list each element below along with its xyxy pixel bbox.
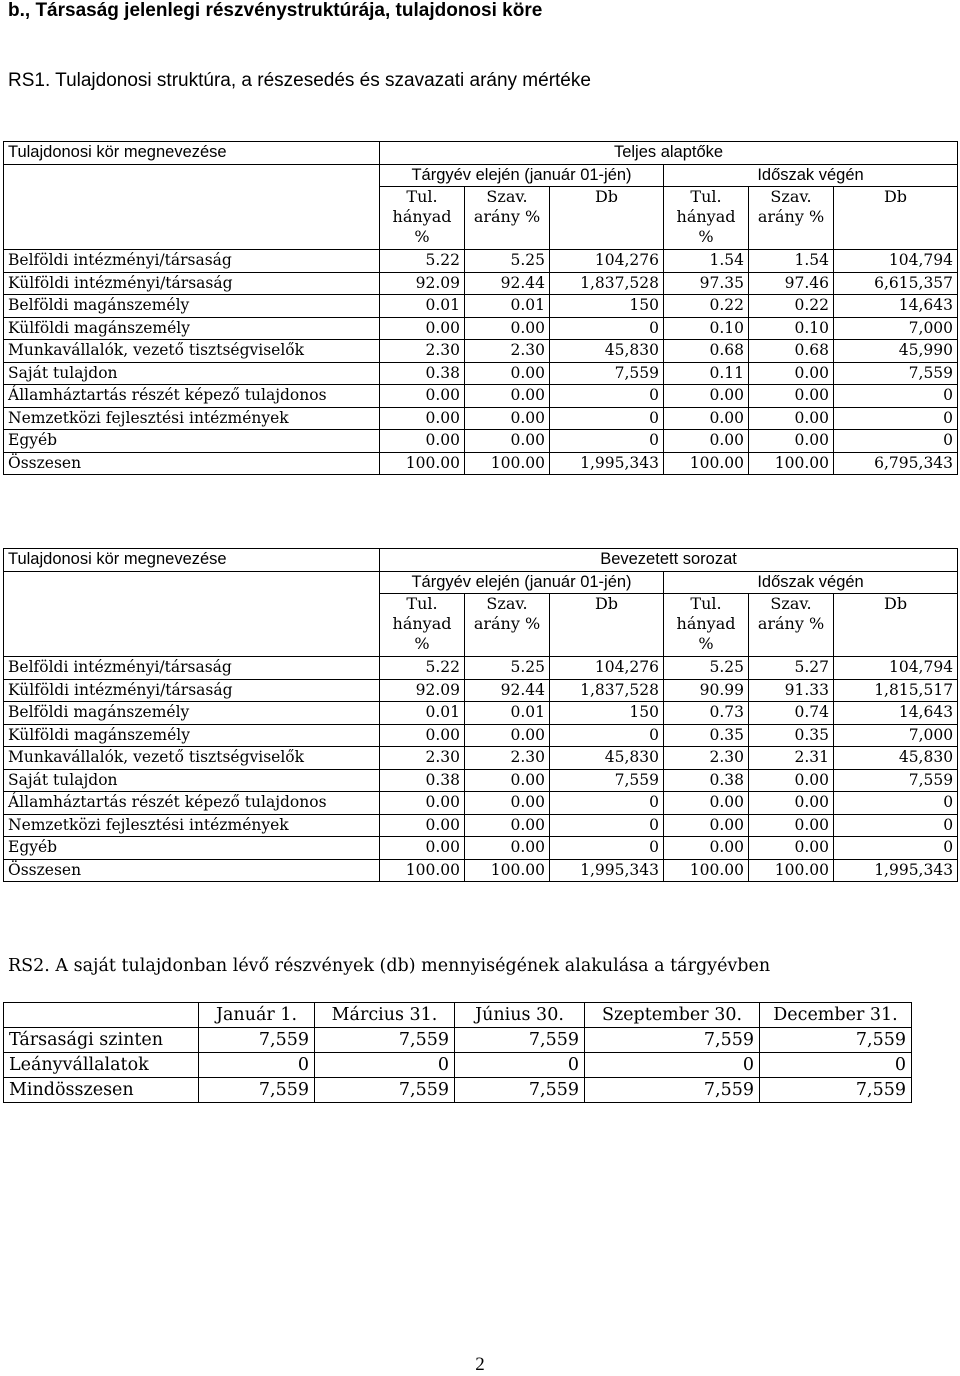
- cell-value: 1.54: [749, 250, 834, 273]
- cell-value: 5.25: [465, 657, 550, 680]
- cell-value: 1,837,528: [550, 679, 664, 702]
- row-label: Államháztartás részét képező tulajdonos: [4, 792, 380, 815]
- cell-value: 90.99: [664, 679, 749, 702]
- cell-value: 1,995,343: [834, 859, 958, 882]
- table-row: [4, 679, 958, 702]
- cell-value: 7,559: [834, 769, 958, 792]
- cell-value: 0.00: [749, 814, 834, 837]
- tul-header: Tul. hányad %: [664, 594, 749, 657]
- cell-value: 0.00: [749, 407, 834, 430]
- rs2-row: [4, 1078, 912, 1103]
- row-label: Belföldi magánszemély: [4, 295, 380, 318]
- group-header: Teljes alaptőke: [380, 142, 958, 165]
- owner-col-header: Tulajdonosi kör megnevezése: [4, 549, 380, 572]
- rs2-col-header: December 31.: [760, 1003, 912, 1028]
- row-label: Munkavállalók, vezető tisztségviselők: [4, 340, 380, 363]
- row-label: Összesen: [4, 452, 380, 475]
- cell-value: 0.00: [380, 385, 465, 408]
- cell-value: 0.00: [465, 814, 550, 837]
- cell-value: 100.00: [749, 452, 834, 475]
- cell-value: 2.30: [465, 340, 550, 363]
- cell-value: 0.00: [380, 317, 465, 340]
- cell-value: 0.00: [749, 362, 834, 385]
- szav-header: Szav. arány %: [465, 187, 550, 250]
- row-label: Belföldi intézményi/társaság: [4, 250, 380, 273]
- rs2-col-header: Január 1.: [199, 1003, 315, 1028]
- cell-value: 100.00: [380, 452, 465, 475]
- row-label: Nemzetközi fejlesztési intézmények: [4, 814, 380, 837]
- table-row: [4, 272, 958, 295]
- cell-value: 0: [550, 317, 664, 340]
- cell-value: 100.00: [380, 859, 465, 882]
- cell-value: 92.44: [465, 679, 550, 702]
- cell-value: 97.46: [749, 272, 834, 295]
- cell-value: 100.00: [465, 859, 550, 882]
- owner-col-header: Tulajdonosi kör megnevezése: [4, 142, 380, 165]
- cell-value: 97.35: [664, 272, 749, 295]
- cell-value: 0.00: [380, 792, 465, 815]
- cell-value: 0.00: [664, 430, 749, 453]
- treasury-shares-table: [3, 1002, 912, 1103]
- page-number: 2: [475, 1354, 485, 1375]
- cell-value: 45,830: [834, 747, 958, 770]
- cell-value: 92.09: [380, 679, 465, 702]
- cell-value: 0: [834, 792, 958, 815]
- cell-value: 0.00: [749, 769, 834, 792]
- row-label: Külföldi magánszemély: [4, 724, 380, 747]
- row-label: Egyéb: [4, 430, 380, 453]
- cell-value: 0: [760, 1053, 912, 1078]
- start-header: Tárgyév elején (január 01-jén): [380, 571, 664, 594]
- cell-value: 0.00: [749, 792, 834, 815]
- cell-value: 1,837,528: [550, 272, 664, 295]
- cell-value: 45,830: [550, 747, 664, 770]
- db-header: Db: [834, 187, 958, 250]
- table-row: [4, 769, 958, 792]
- table-row: [4, 792, 958, 815]
- cell-value: 14,643: [834, 702, 958, 725]
- cell-value: 0.22: [749, 295, 834, 318]
- cell-value: 7,559: [550, 769, 664, 792]
- cell-value: 7,559: [550, 362, 664, 385]
- group-header: Bevezetett sorozat: [380, 549, 958, 572]
- cell-value: 0.00: [465, 792, 550, 815]
- rs2-col-header: [4, 1003, 199, 1028]
- cell-value: 104,794: [834, 250, 958, 273]
- table-row: [4, 747, 958, 770]
- cell-value: 0.00: [380, 407, 465, 430]
- start-header: Tárgyév elején (január 01-jén): [380, 164, 664, 187]
- cell-value: 2.31: [749, 747, 834, 770]
- cell-value: 7,000: [834, 317, 958, 340]
- cell-value: 0: [455, 1053, 585, 1078]
- cell-value: 0: [834, 407, 958, 430]
- table-row: [4, 385, 958, 408]
- cell-value: 100.00: [749, 859, 834, 882]
- cell-value: 2.30: [380, 340, 465, 363]
- row-label: Külföldi intézményi/társaság: [4, 272, 380, 295]
- cell-value: 100.00: [664, 452, 749, 475]
- rs2-header-row: [4, 1003, 912, 1028]
- cell-value: 14,643: [834, 295, 958, 318]
- cell-value: 0: [550, 724, 664, 747]
- cell-value: 0.00: [380, 724, 465, 747]
- cell-value: 1,995,343: [550, 859, 664, 882]
- row-label: Egyéb: [4, 837, 380, 860]
- db-header: Db: [550, 187, 664, 250]
- cell-value: 150: [550, 295, 664, 318]
- cell-value: 2.30: [380, 747, 465, 770]
- cell-value: 0.68: [749, 340, 834, 363]
- cell-value: 7,559: [585, 1028, 760, 1053]
- cell-value: 0.10: [664, 317, 749, 340]
- cell-value: 7,559: [455, 1078, 585, 1103]
- table-row: [4, 724, 958, 747]
- end-header: Időszak végén: [664, 571, 958, 594]
- cell-value: 1,815,517: [834, 679, 958, 702]
- cell-value: 5.22: [380, 250, 465, 273]
- cell-value: 0.00: [664, 407, 749, 430]
- cell-value: 0.00: [465, 724, 550, 747]
- row-label: Belföldi magánszemély: [4, 702, 380, 725]
- cell-value: 2.30: [664, 747, 749, 770]
- cell-value: 6,795,343: [834, 452, 958, 475]
- row-label: Nemzetközi fejlesztési intézmények: [4, 407, 380, 430]
- cell-value: 0: [550, 837, 664, 860]
- cell-value: 0.01: [465, 702, 550, 725]
- table-row: [4, 317, 958, 340]
- cell-value: 0: [550, 385, 664, 408]
- rs2-row: [4, 1028, 912, 1053]
- cell-value: 5.25: [465, 250, 550, 273]
- end-header: Időszak végén: [664, 164, 958, 187]
- cell-value: 0: [199, 1053, 315, 1078]
- cell-value: 7,559: [315, 1078, 455, 1103]
- cell-value: 0.00: [465, 407, 550, 430]
- cell-value: 0.00: [380, 430, 465, 453]
- db-header: Db: [834, 594, 958, 657]
- cell-value: 0.01: [380, 295, 465, 318]
- cell-value: 0.00: [465, 769, 550, 792]
- section-heading: b., Társaság jelenlegi részvénystruktúrája, tulajdonosi köre: [8, 0, 543, 21]
- db-header: Db: [550, 594, 664, 657]
- cell-value: 0: [834, 430, 958, 453]
- cell-value: 7,559: [315, 1028, 455, 1053]
- cell-value: 0: [585, 1053, 760, 1078]
- row-label: Összesen: [4, 859, 380, 882]
- table-row: [4, 340, 958, 363]
- rs2-title: RS2. A saját tulajdonban lévő részvények (db) mennyiségének alakulása a tárgyévben: [8, 956, 771, 976]
- cell-value: 0.22: [664, 295, 749, 318]
- cell-value: 0: [550, 430, 664, 453]
- cell-value: 0: [834, 837, 958, 860]
- cell-value: 0.00: [749, 837, 834, 860]
- table-row: [4, 859, 958, 882]
- cell-value: 0: [550, 814, 664, 837]
- cell-value: 1,995,343: [550, 452, 664, 475]
- cell-value: 0.10: [749, 317, 834, 340]
- cell-value: 2.30: [465, 747, 550, 770]
- cell-value: 104,276: [550, 250, 664, 273]
- rs2-col-header: Március 31.: [315, 1003, 455, 1028]
- szav-header: Szav. arány %: [749, 187, 834, 250]
- rs2-col-header: Június 30.: [455, 1003, 585, 1028]
- tul-header: Tul. hányad %: [380, 594, 465, 657]
- cell-value: 91.33: [749, 679, 834, 702]
- cell-value: 7,559: [760, 1028, 912, 1053]
- table-row: [4, 250, 958, 273]
- cell-value: 0.00: [380, 814, 465, 837]
- cell-value: 5.22: [380, 657, 465, 680]
- cell-value: 92.09: [380, 272, 465, 295]
- row-label: Külföldi intézményi/társaság: [4, 679, 380, 702]
- cell-value: 0.00: [465, 385, 550, 408]
- cell-value: 6,615,357: [834, 272, 958, 295]
- cell-value: 0.00: [749, 430, 834, 453]
- cell-value: 0.00: [465, 430, 550, 453]
- cell-value: 0: [550, 407, 664, 430]
- cell-value: 45,990: [834, 340, 958, 363]
- row-label: Külföldi magánszemély: [4, 317, 380, 340]
- cell-value: 0.38: [664, 769, 749, 792]
- rs2-row: [4, 1053, 912, 1078]
- cell-value: 0.00: [465, 317, 550, 340]
- table-row: [4, 430, 958, 453]
- table-row: [4, 407, 958, 430]
- cell-value: 0.38: [380, 362, 465, 385]
- cell-value: 7,559: [199, 1078, 315, 1103]
- cell-value: 0.73: [664, 702, 749, 725]
- cell-value: 0: [315, 1053, 455, 1078]
- cell-value: 5.25: [664, 657, 749, 680]
- ownership-table-listed-series: [3, 548, 958, 882]
- row-label: Munkavállalók, vezető tisztségviselők: [4, 747, 380, 770]
- row-label: Saját tulajdon: [4, 769, 380, 792]
- row-label: Belföldi intézményi/társaság: [4, 657, 380, 680]
- cell-value: 0.00: [664, 837, 749, 860]
- row-label: Mindösszesen: [4, 1078, 199, 1103]
- cell-value: 0.00: [465, 837, 550, 860]
- cell-value: 0.38: [380, 769, 465, 792]
- szav-header: Szav. arány %: [465, 594, 550, 657]
- cell-value: 104,794: [834, 657, 958, 680]
- cell-value: 7,559: [834, 362, 958, 385]
- cell-value: 7,559: [455, 1028, 585, 1053]
- table-row: [4, 452, 958, 475]
- row-label: Társasági szinten: [4, 1028, 199, 1053]
- cell-value: 0.01: [380, 702, 465, 725]
- table-row: [4, 295, 958, 318]
- cell-value: 45,830: [550, 340, 664, 363]
- cell-value: 1.54: [664, 250, 749, 273]
- cell-value: 5.27: [749, 657, 834, 680]
- cell-value: 0.01: [465, 295, 550, 318]
- cell-value: 0.35: [664, 724, 749, 747]
- cell-value: 0.00: [749, 385, 834, 408]
- cell-value: 0.11: [664, 362, 749, 385]
- cell-value: 0.00: [664, 792, 749, 815]
- table-row: [4, 657, 958, 680]
- cell-value: 0.35: [749, 724, 834, 747]
- table-row: [4, 837, 958, 860]
- table-row: [4, 814, 958, 837]
- tul-header: Tul. hányad %: [664, 187, 749, 250]
- cell-value: 92.44: [465, 272, 550, 295]
- row-label: Államháztartás részét képező tulajdonos: [4, 385, 380, 408]
- cell-value: 0.00: [465, 362, 550, 385]
- table-row: [4, 362, 958, 385]
- rs2-col-header: Szeptember 30.: [585, 1003, 760, 1028]
- cell-value: 100.00: [664, 859, 749, 882]
- szav-header: Szav. arány %: [749, 594, 834, 657]
- row-label: Saját tulajdon: [4, 362, 380, 385]
- cell-value: 104,276: [550, 657, 664, 680]
- cell-value: 0.00: [380, 837, 465, 860]
- cell-value: 0: [834, 385, 958, 408]
- cell-value: 7,000: [834, 724, 958, 747]
- cell-value: 0: [550, 792, 664, 815]
- cell-value: 0: [834, 814, 958, 837]
- cell-value: 0.74: [749, 702, 834, 725]
- cell-value: 7,559: [585, 1078, 760, 1103]
- cell-value: 150: [550, 702, 664, 725]
- cell-value: 7,559: [760, 1078, 912, 1103]
- rs1-title: RS1. Tulajdonosi struktúra, a részesedés és szavazati arány mértéke: [8, 70, 591, 91]
- row-label: Leányvállalatok: [4, 1053, 199, 1078]
- cell-value: 0.00: [664, 814, 749, 837]
- cell-value: 7,559: [199, 1028, 315, 1053]
- ownership-table-total-capital: [3, 141, 958, 475]
- table-row: [4, 702, 958, 725]
- tul-header: Tul. hányad %: [380, 187, 465, 250]
- cell-value: 0.68: [664, 340, 749, 363]
- cell-value: 100.00: [465, 452, 550, 475]
- cell-value: 0.00: [664, 385, 749, 408]
